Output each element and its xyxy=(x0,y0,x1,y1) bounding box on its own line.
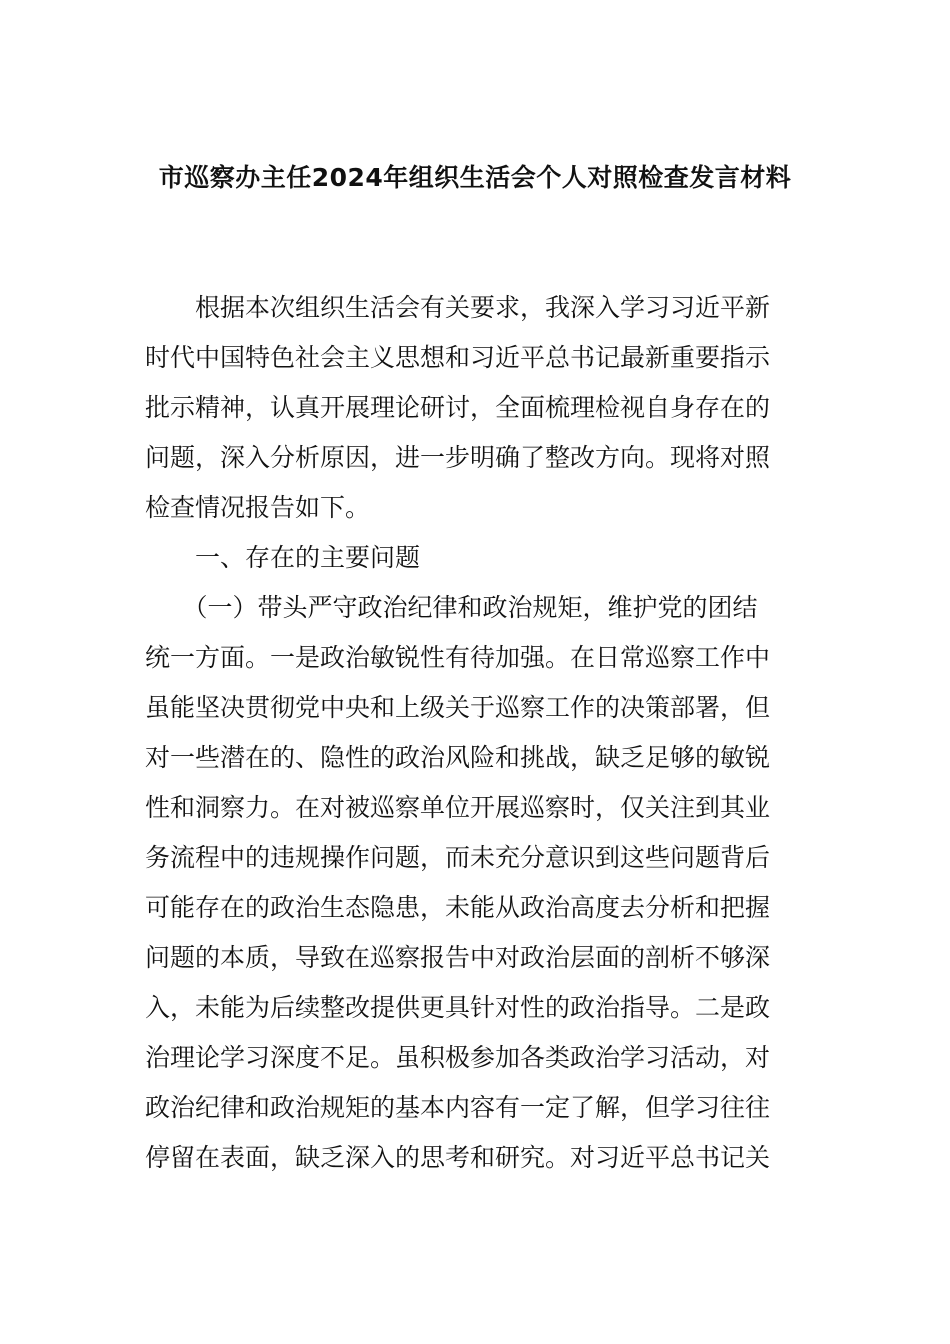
document-body xyxy=(145,283,810,1183)
body-line: 根据本次组织生活会有关要求，我深入学习习近平新 xyxy=(145,293,771,322)
body-line: （一）带头严守政治纪律和政治规矩，维护党的团结 xyxy=(145,593,758,622)
body-line: 统一方面。一是政治敏锐性有待加强。在日常巡察工作中 xyxy=(145,643,771,672)
body-line: 批示精神，认真开展理论研讨，全面梳理检视自身存在的 xyxy=(145,393,771,422)
body-line: 问题，深入分析原因，进一步明确了整改方向。现将对照 xyxy=(145,443,771,472)
body-line: 检查情况报告如下。 xyxy=(145,493,371,522)
body-line: 时代中国特色社会主义思想和习近平总书记最新重要指示 xyxy=(145,343,771,372)
body-line: 停留在表面，缺乏深入的思考和研究。对习近平总书记关 xyxy=(145,1143,771,1172)
body-line: 虽能坚决贯彻党中央和上级关于巡察工作的决策部署，但 xyxy=(145,693,771,722)
body-line: 治理论学习深度不足。虽积极参加各类政治学习活动，对 xyxy=(145,1043,771,1072)
body-line: 对一些潜在的、隐性的政治风险和挑战，缺乏足够的敏锐 xyxy=(145,743,771,772)
body-line: 入，未能为后续整改提供更具针对性的政治指导。二是政 xyxy=(145,993,771,1022)
section-heading: 一、存在的主要问题 xyxy=(145,543,421,572)
document-title: 市巡察办主任2024年组织生活会个人对照检查发言材料 xyxy=(158,163,792,192)
body-line: 务流程中的违规操作问题，而未充分意识到这些问题背后 xyxy=(145,843,771,872)
body-line: 政治纪律和政治规矩的基本内容有一定了解，但学习往往 xyxy=(145,1093,771,1122)
body-line: 性和洞察力。在对被巡察单位开展巡察时，仅关注到其业 xyxy=(145,793,771,822)
body-line: 可能存在的政治生态隐患，未能从政治高度去分析和把握 xyxy=(145,893,771,922)
body-line: 问题的本质，导致在巡察报告中对政治层面的剖析不够深 xyxy=(145,943,771,972)
